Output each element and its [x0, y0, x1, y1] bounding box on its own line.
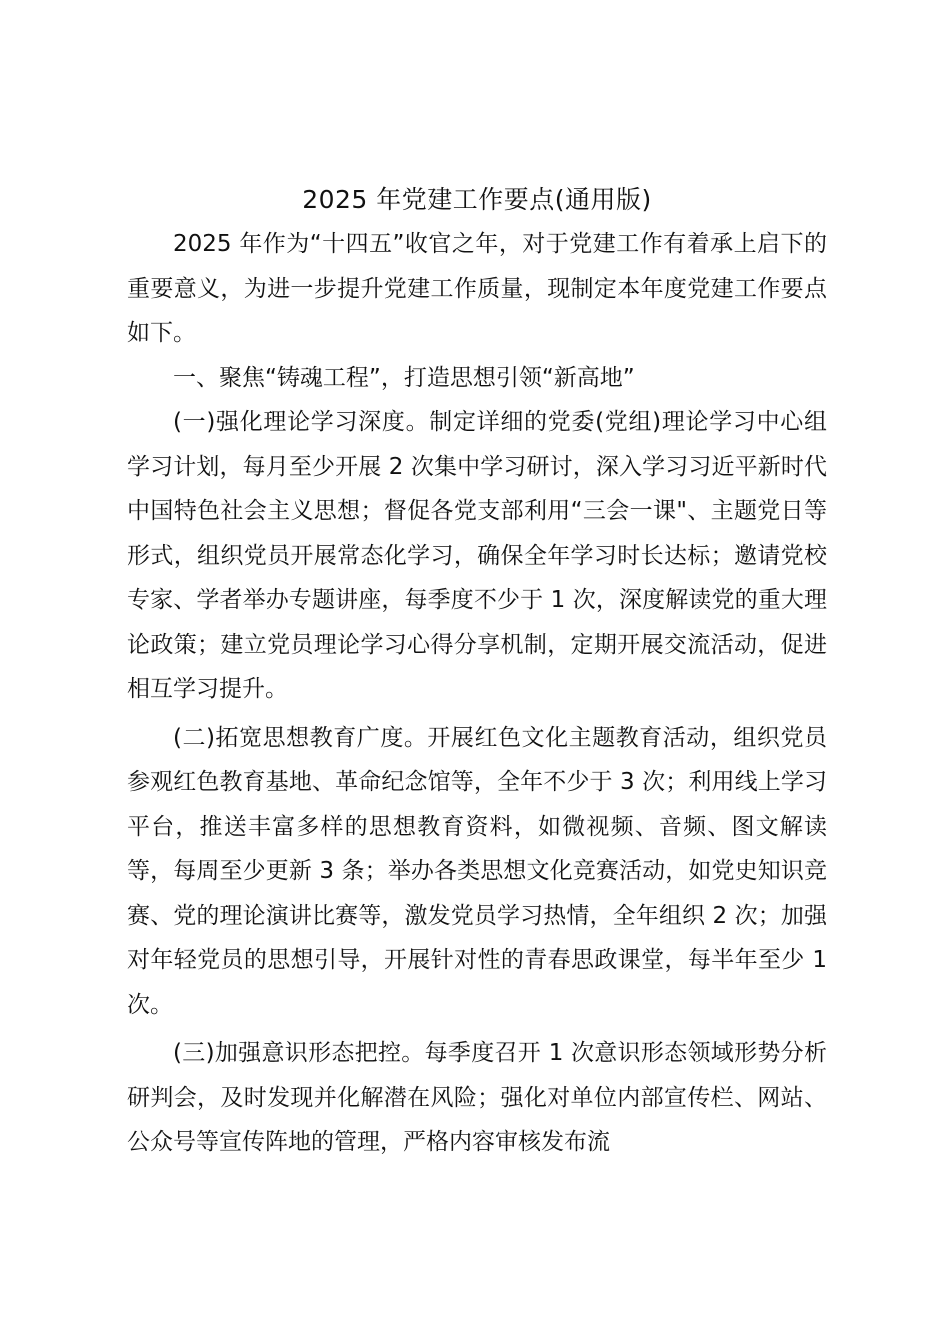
document-page: [127, 178, 827, 1165]
section-item-3: (三)加强意识形态把控。每季度召开 1 次意识形态领域形势分析研判会，及时发现并化解潜在风险；强化对单位内部宣传栏、网站、公众号等宣传阵地的管理，严格内容审核发布流: [127, 1040, 827, 1155]
section-heading: 一、聚焦“铸魂工程”，打造思想引领“新高地”: [173, 364, 635, 391]
document-title: 2025 年党建工作要点(通用版): [302, 185, 652, 214]
intro-paragraph: 2025 年作为“十四五”收官之年，对于党建工作有着承上启下的重要意义，为进一步提升党建工作质量，现制定本年度党建工作要点如下。: [127, 231, 827, 346]
section-item-2: (二)拓宽思想教育广度。开展红色文化主题教育活动，组织党员参观红色教育基地、革命纪念馆等，全年不少于 3 次；利用线上学习平台，推送丰富多样的思想教育资料，如微视频、音频、图文解读等，每周至少更新 3 条；举办各类思想文化竞赛活动，如党史知识竞赛、党的理论演讲比赛等，激发党员学习热情，全年组织 2 次；加强对年轻党员的思想引导，开展针对性的青春思政课堂，每半年至少 1 次。: [127, 724, 827, 1018]
section-item-1: (一)强化理论学习深度。制定详细的党委(党组)理论学习中心组学习计划，每月至少开展 2 次集中学习研讨，深入学习习近平新时代中国特色社会主义思想；督促各党支部利用“三会一课"、主题党日等形式，组织党员开展常态化学习，确保全年学习时长达标；邀请党校专家、学者举办专题讲座，每季度不少于 1 次，深度解读党的重大理论政策；建立党员理论学习心得分享机制，定期开展交流活动，促进相互学习提升。: [127, 409, 827, 702]
